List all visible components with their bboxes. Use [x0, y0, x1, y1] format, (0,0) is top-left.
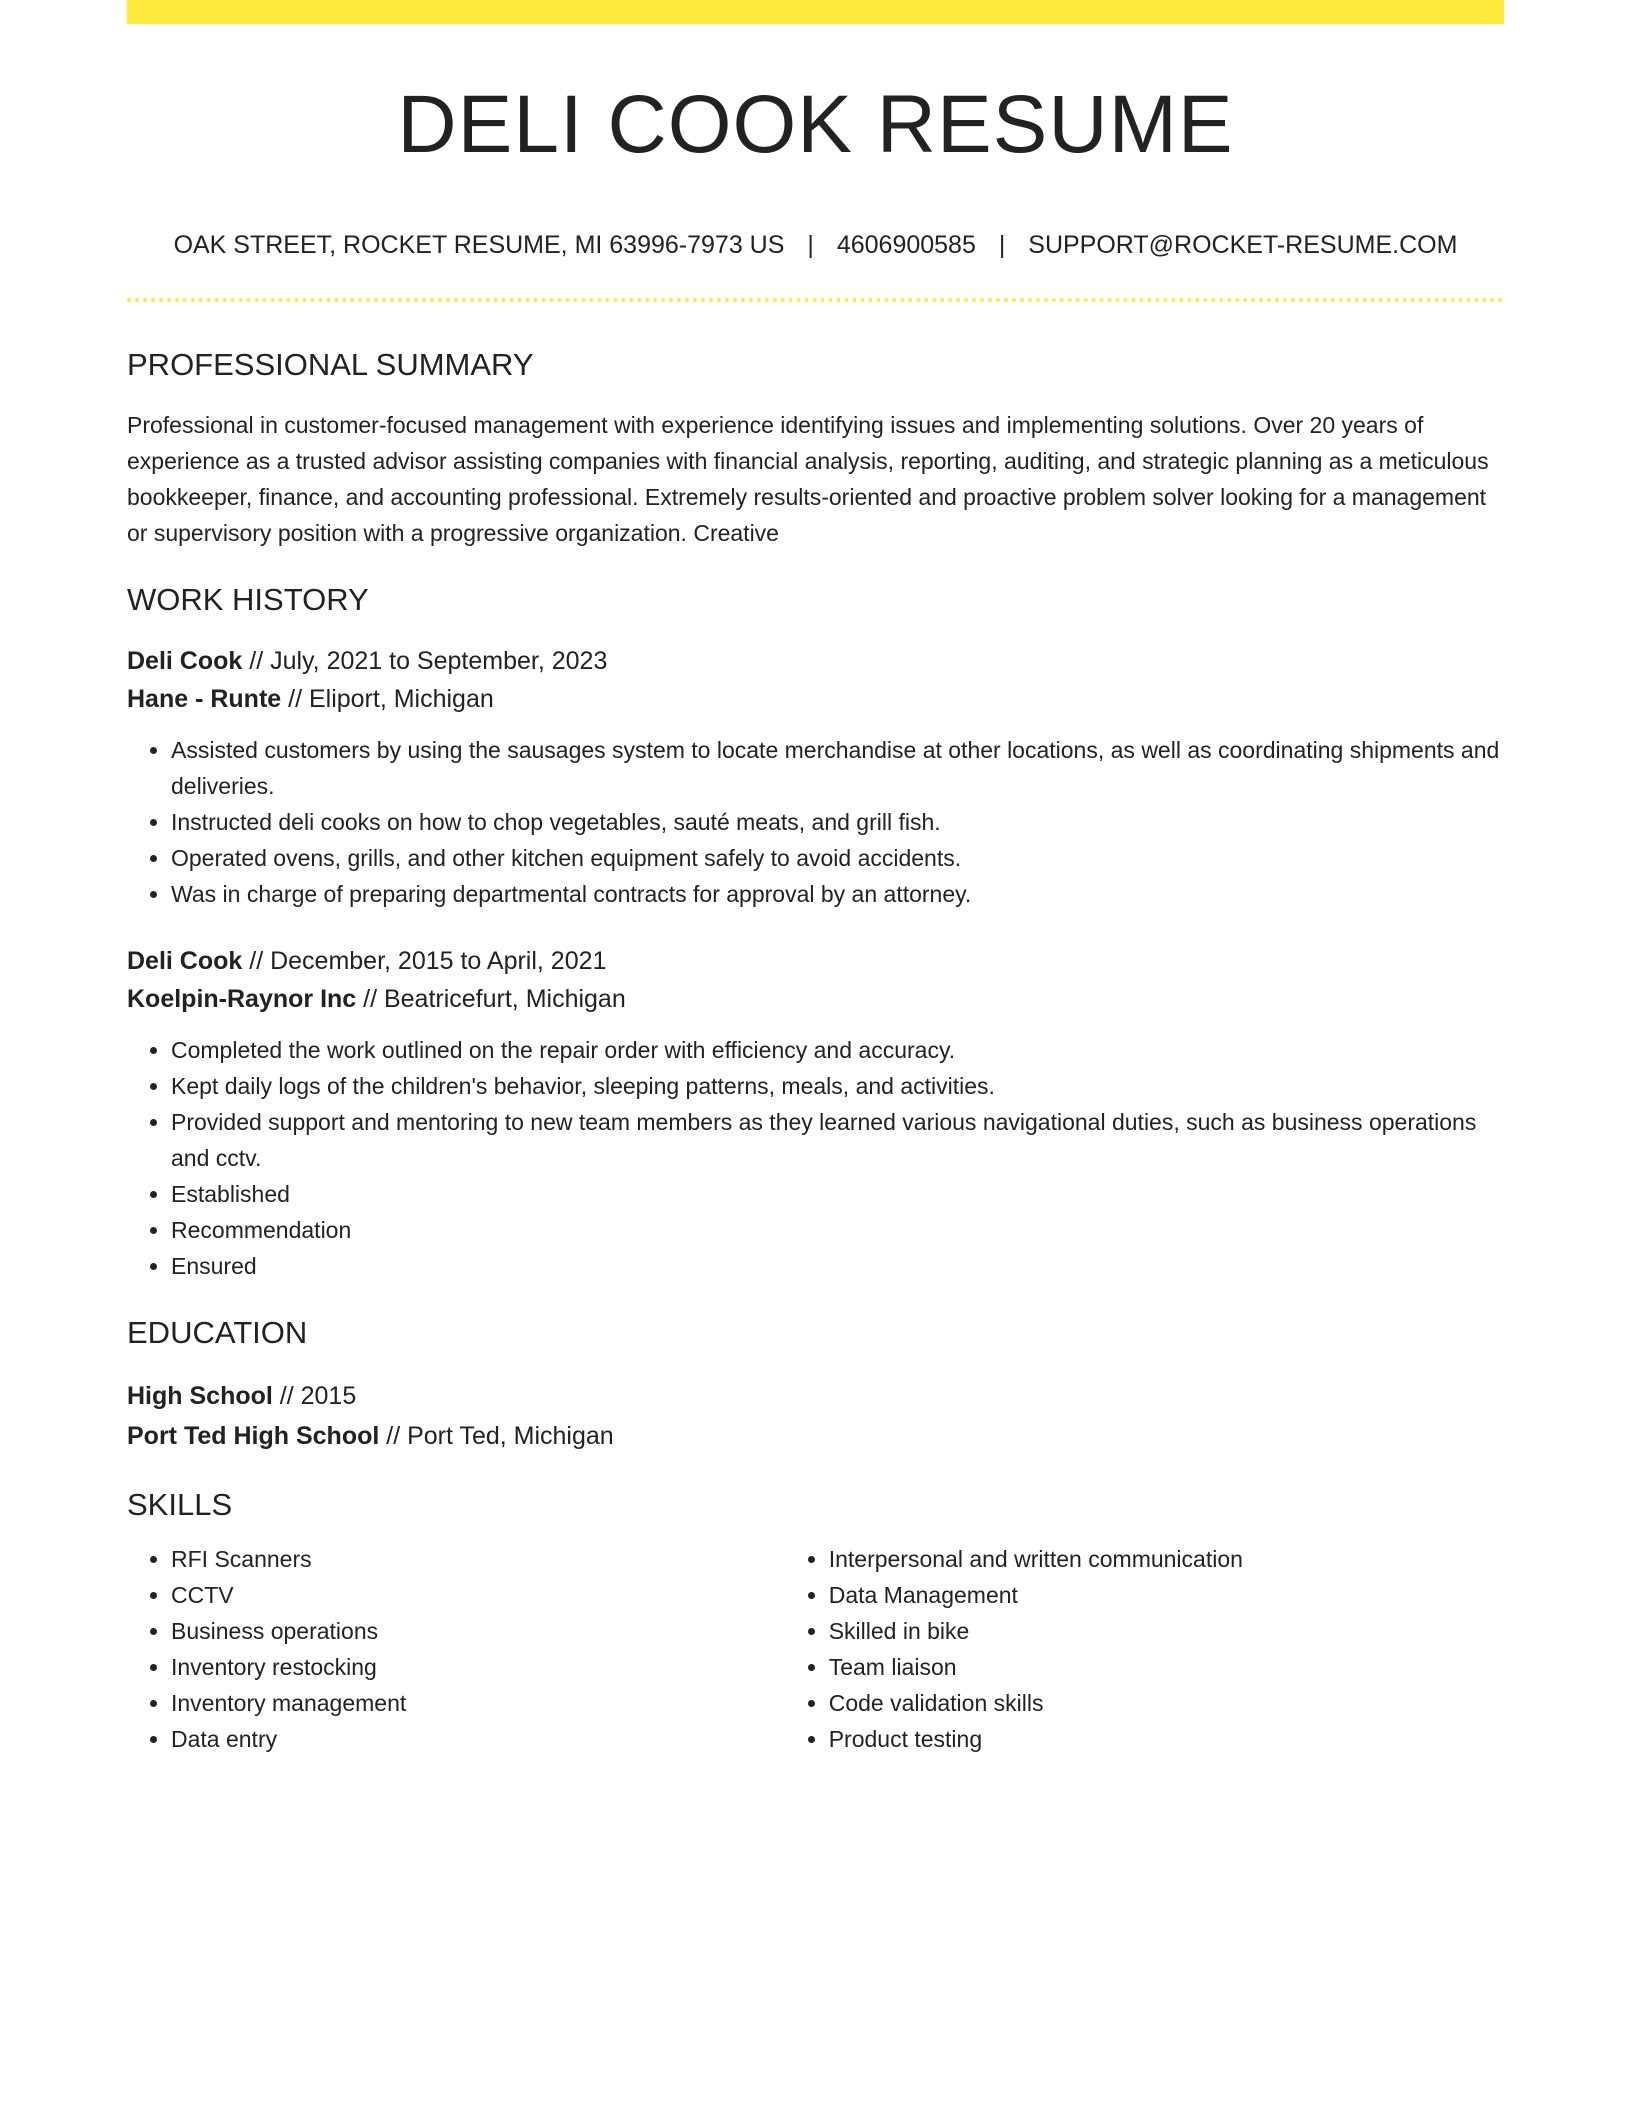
- job-entry: [127, 642, 1504, 912]
- job-bullets: [127, 1032, 1504, 1284]
- skills-column-right: [781, 1541, 1504, 1757]
- skill-item: • Skilled in bike: [829, 1613, 1504, 1649]
- job-bullet: • Recommendation: [171, 1212, 1504, 1248]
- contact-separator: |: [998, 231, 1006, 259]
- job-company-line: [127, 680, 1504, 718]
- resume-page: [127, 0, 1504, 1757]
- education-entry: [127, 1376, 1504, 1456]
- job-bullet: • Instructed deli cooks on how to chop vegetables, sauté meats, and grill fish.: [171, 804, 1504, 840]
- job-bullet: • Ensured: [171, 1248, 1504, 1284]
- job-title-line: [127, 942, 1504, 980]
- skill-item: • Data entry: [171, 1721, 781, 1757]
- job-title-line: [127, 642, 1504, 680]
- job-location: // Eliport, Michigan: [281, 685, 494, 714]
- skills-heading: SKILLS: [127, 1486, 233, 1522]
- education-year: // 2015: [272, 1381, 357, 1410]
- job-company-line: [127, 980, 1504, 1018]
- work-history-heading: WORK HISTORY: [127, 582, 369, 618]
- job-bullet: • Operated ovens, grills, and other kitchen equipment safely to avoid accidents.: [171, 840, 1504, 876]
- job-bullet: • Provided support and mentoring to new team members as they learned various navigational duties, such as business operations and cctv.: [171, 1104, 1504, 1176]
- job-dates: // July, 2021 to September, 2023: [242, 647, 608, 676]
- contact-separator: |: [807, 231, 814, 259]
- job-company: Koelpin-Raynor Inc: [127, 985, 357, 1014]
- header-divider: [127, 298, 1504, 302]
- contact-address: OAK STREET, ROCKET RESUME, MI 63996-7973 US: [173, 231, 785, 259]
- skill-item: • Product testing: [829, 1721, 1504, 1757]
- job-bullets: [127, 732, 1504, 912]
- resume-title: DELI COOK RESUME: [397, 79, 1234, 170]
- education-degree: High School: [127, 1381, 273, 1410]
- education-location: // Port Ted, Michigan: [379, 1421, 614, 1450]
- education-school: Port Ted High School: [127, 1421, 380, 1450]
- education-heading: EDUCATION: [127, 1315, 308, 1351]
- skills-list: [127, 1541, 1504, 1757]
- skill-item: • CCTV: [171, 1577, 781, 1613]
- job-bullet: • Established: [171, 1176, 1504, 1212]
- job-bullet: • Was in charge of preparing departmental contracts for approval by an attorney.: [171, 876, 1504, 912]
- summary-text: Professional in customer-focused management with experience identifying issues and implementing solutions. Over 20 years of experience as a trusted advisor assisting companies with financial analysis, reporting, auditing, and strategic planning as a meticulous bookkeeper, finance, and accounting professional. Extremely results-oriented and proactive problem solver looking for a management or supervisory position with a progressive organization. Creative: [127, 412, 1489, 547]
- skill-item: • Business operations: [171, 1613, 781, 1649]
- skill-item: • Team liaison: [829, 1649, 1504, 1685]
- summary-heading: PROFESSIONAL SUMMARY: [127, 347, 534, 382]
- skill-item: • Data Management: [829, 1577, 1504, 1613]
- education-degree-line: [127, 1376, 1504, 1416]
- job-dates: // December, 2015 to April, 2021: [242, 947, 607, 976]
- job-title: Deli Cook: [127, 947, 243, 976]
- job-location: // Beatricefurt, Michigan: [356, 985, 626, 1014]
- contact-email: SUPPORT@ROCKET-RESUME.COM: [1028, 231, 1458, 259]
- skill-item: • RFI Scanners: [171, 1541, 781, 1577]
- top-accent-bar: [127, 0, 1504, 24]
- job-company: Hane - Runte: [127, 685, 282, 714]
- skills-column-left: [127, 1541, 781, 1757]
- job-bullet: • Completed the work outlined on the repair order with efficiency and accuracy.: [171, 1032, 1504, 1068]
- education-school-line: [127, 1416, 1504, 1456]
- skill-item: • Inventory management: [171, 1685, 781, 1721]
- skill-item: • Inventory restocking: [171, 1649, 781, 1685]
- skill-item: • Code validation skills: [829, 1685, 1504, 1721]
- job-bullet: • Kept daily logs of the children's behavior, sleeping patterns, meals, and activities.: [171, 1068, 1504, 1104]
- job-bullet: • Assisted customers by using the sausages system to locate merchandise at other locations, as well as coordinating shipments and deliveries.: [171, 732, 1504, 804]
- contact-phone: 4606900585: [836, 231, 976, 259]
- contact-line: [127, 230, 1504, 260]
- job-title: Deli Cook: [127, 647, 243, 676]
- skill-item: • Interpersonal and written communication: [829, 1541, 1504, 1577]
- job-entry: [127, 942, 1504, 1284]
